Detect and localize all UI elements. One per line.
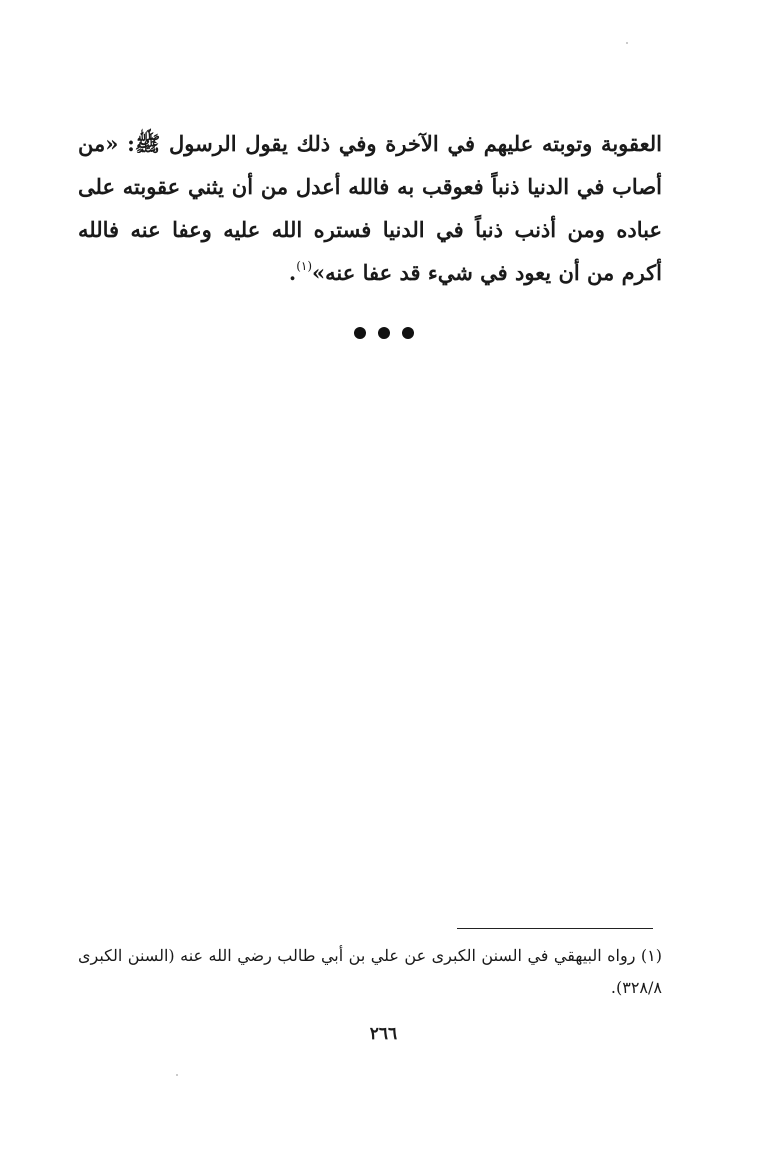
dot-icon: [378, 327, 390, 339]
footnote-text: (١) رواه البيهقي في السنن الكبرى عن علي بن أبي طالب رضي الله عنه (السنن الكبرى ٣٢٨/٨).: [78, 946, 662, 997]
paragraph-text: العقوبة وتوبته عليهم في الآخرة وفي ذلك يقول الرسول ﷺ: «من أصاب في الدنيا ذنباً فعوقب به فالله أعدل من أن يثني عقوبته على عباده ومن أذنب ذنباً في الدنيا فستره الله عليه وعفا عنه فالله أكرم من أن يعود في شيء قد عفا عنه»: [78, 131, 662, 285]
footnote-marker: (١): [296, 259, 313, 273]
footnote-divider: [457, 928, 653, 929]
page-number: ٢٦٦: [369, 1024, 398, 1044]
main-paragraph: [78, 122, 662, 294]
paragraph-end: .: [288, 260, 297, 285]
dot-icon: [354, 327, 366, 339]
scan-speck: [626, 42, 628, 44]
dot-icon: [402, 327, 414, 339]
section-separator: [0, 324, 767, 343]
scan-speck: [176, 1074, 178, 1076]
